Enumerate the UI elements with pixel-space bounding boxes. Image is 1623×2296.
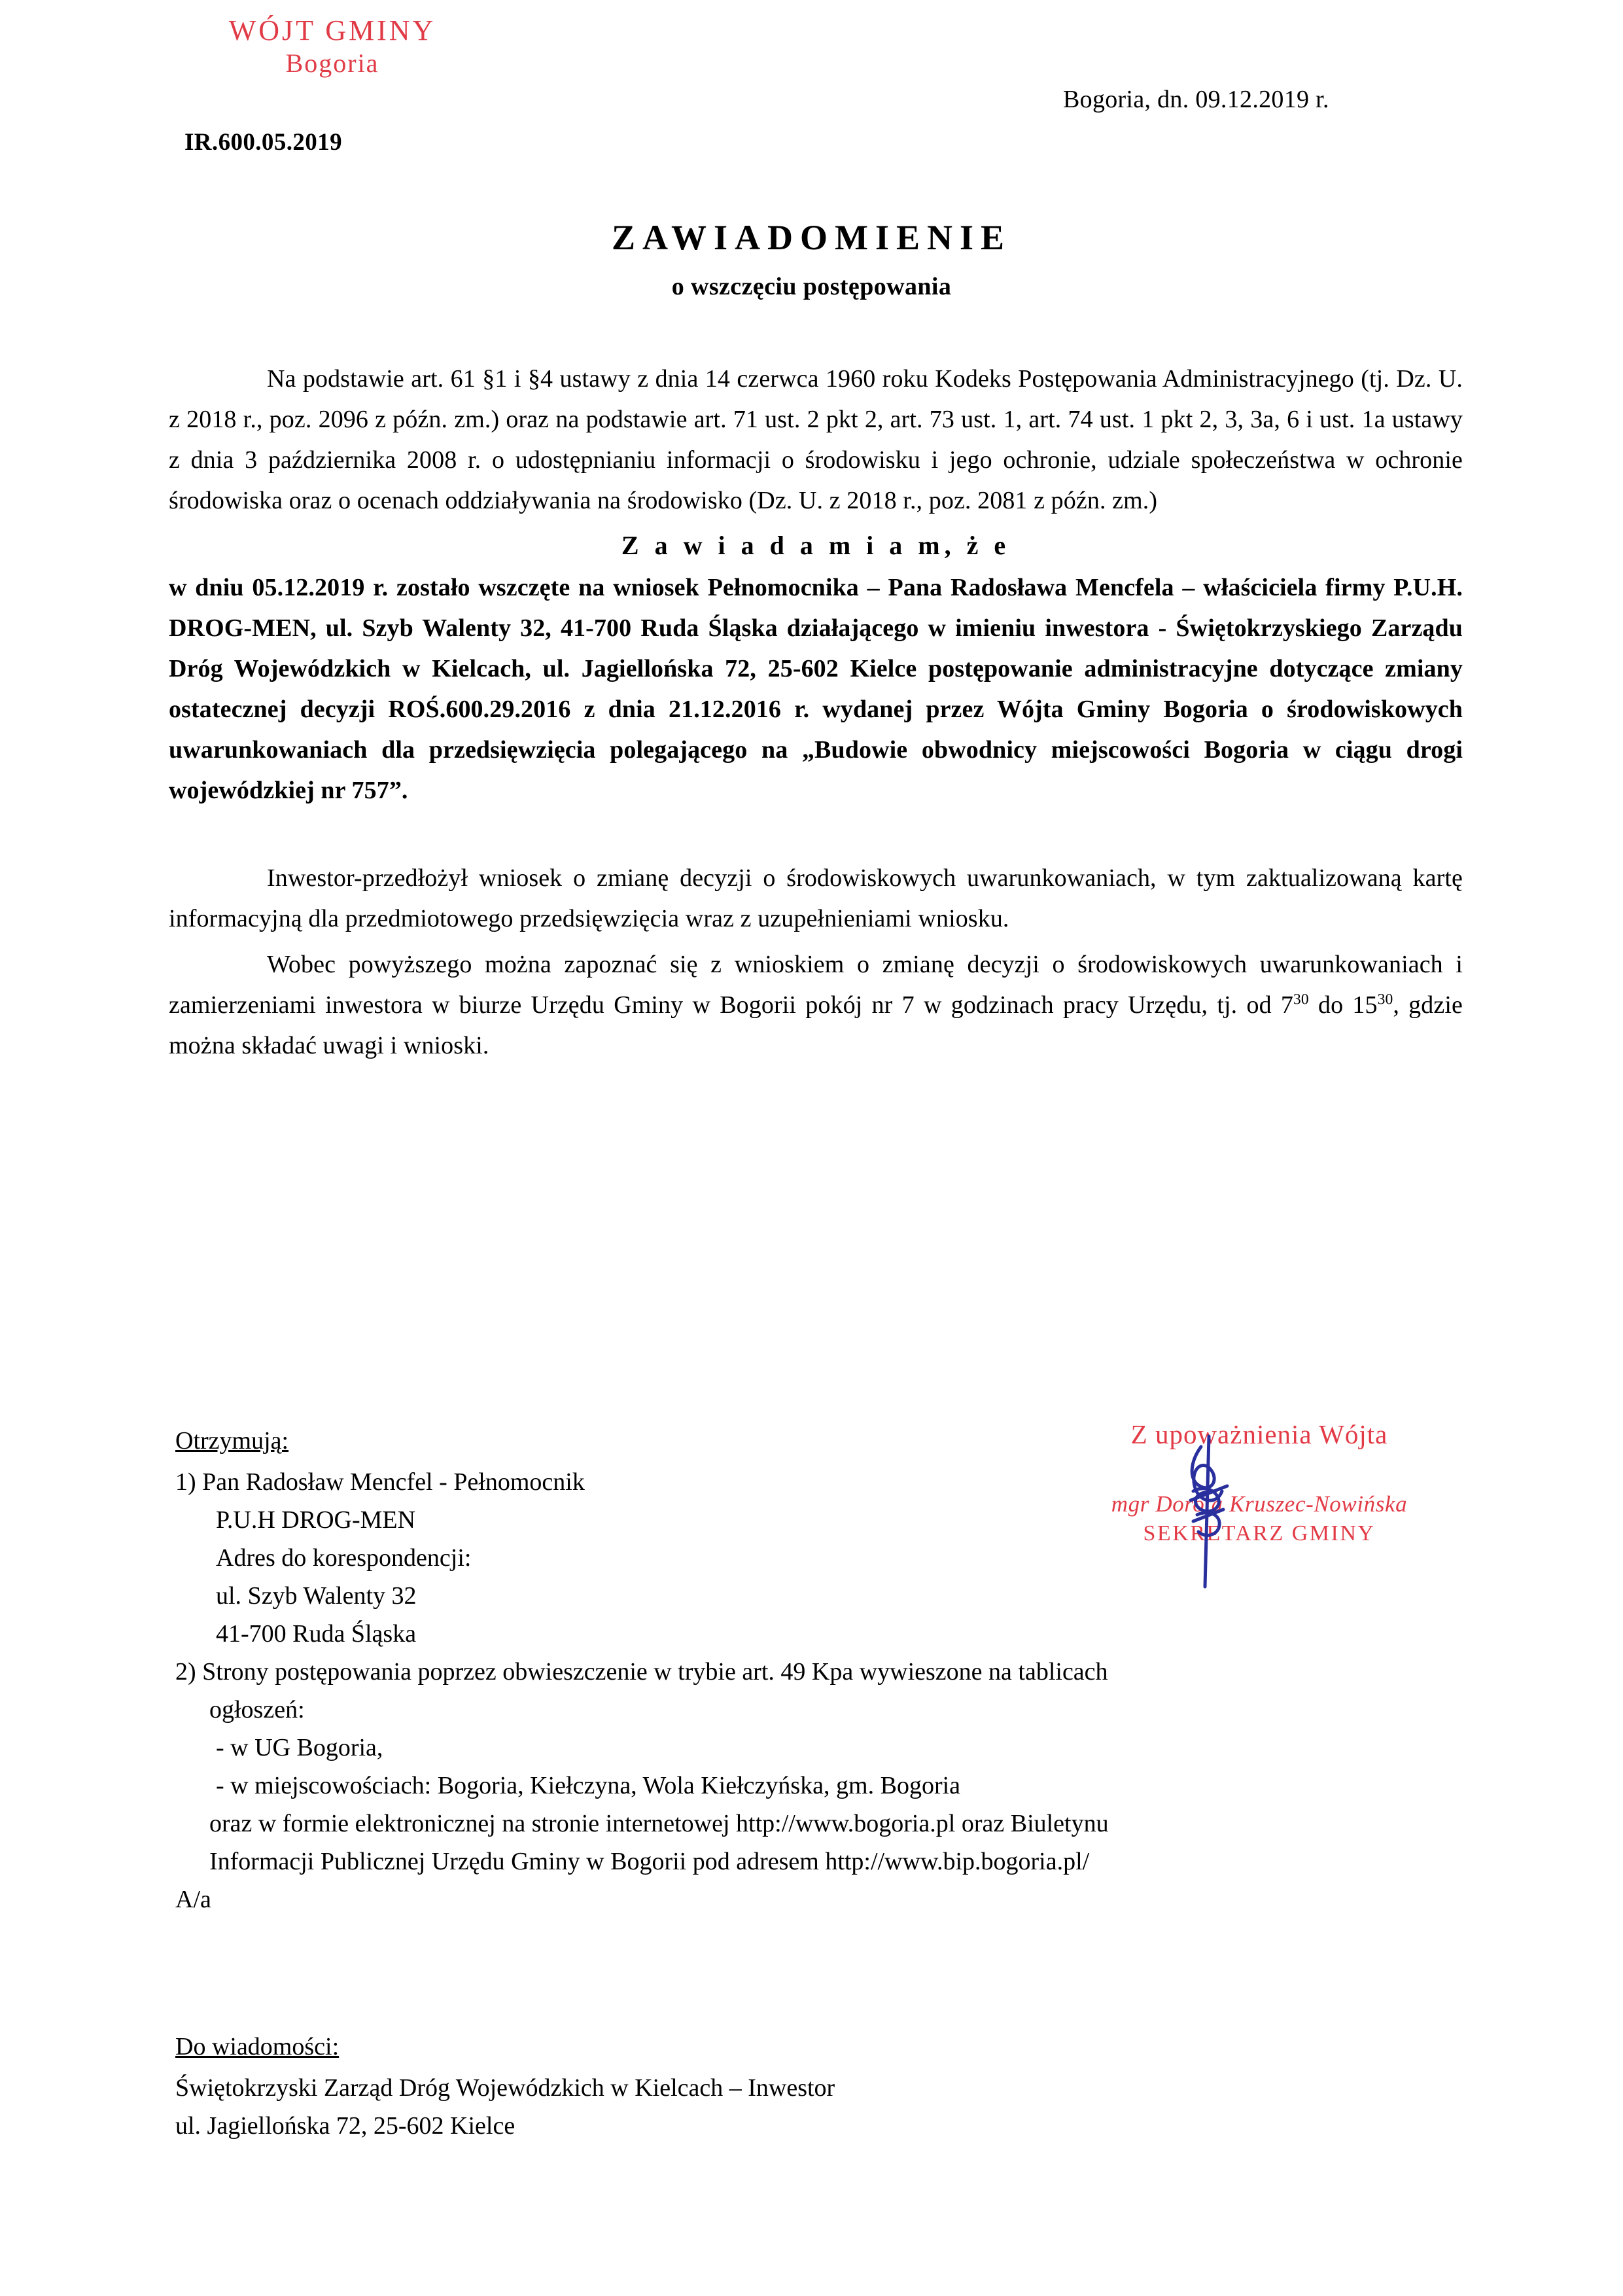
title-block [0,217,1623,301]
copy-to-section [175,2032,1457,2145]
recipients-heading: Otrzymują: [175,1427,289,1455]
document-header [0,0,1623,196]
recipient-2-line-3: oraz w formie elektronicznej na stronie internetowej http://www.bogoria.pl oraz Biuletynu [209,1810,1109,1837]
office-stamp-line-1: WÓJT GMINY [228,14,436,46]
copy-to-line-2: ul. Jagiellońska 72, 25-602 Kielce [175,2112,515,2140]
file-access-text-part-3: , gdzie można składać uwagi i wnioski. [169,991,1463,1059]
reference-number: IR.600.05.2019 [184,129,342,156]
copy-to-line-1: Świętokrzyski Zarząd Dróg Wojewódzkich w Kielcach – Inwestor [175,2074,835,2102]
signature-name: mgr Dorota Kruszec-Nowińska [1111,1491,1408,1517]
copy-to-heading: Do wiadomości: [175,2033,340,2060]
spacer [169,811,1463,858]
recipient-2-bullet-1: - w UG Bogoria, [216,1734,383,1761]
opening-hour-superscript: 30 [1293,991,1309,1008]
paragraph-legal-basis: Na podstawie art. 61 §1 i §4 ustawy z dnia 14 czerwca 1960 roku Kodeks Postępowania Administracyjnego (tj. Dz. U. z 2018 r., poz. 2096 z późn. zm.) oraz na podstawie art. 71 ust. 2 pkt 2, art. 73 ust. 1, art. 74 ust. 1 pkt 2, 3, 3a, 6 i ust. 1a ustawy z dnia 3 października 2008 r. o udostępnianiu informacji o środowisku i jego ochronie, udziale społeczeństwa w ochronie środowiska oraz o ocenach oddziaływania na środowisko (Dz. U. z 2018 r., poz. 2081 z późn. zm.) [169,365,1463,514]
recipient-1-city: 41-700 Ruda Śląska [216,1620,417,1648]
signature-role: SEKRETARZ GMINY [1143,1521,1376,1545]
declaration-heading: Z a w i a d a m i a m, ż e [621,531,1011,560]
paragraph-file-access [169,944,1463,1066]
document-body [169,359,1463,1066]
recipient-1-street: ul. Szyb Walenty 32 [216,1582,417,1610]
page-title: ZAWIADOMIENIE [611,218,1012,257]
closing-hour-superscript: 30 [1377,991,1393,1008]
place-and-date: Bogoria, dn. 09.12.2019 r. [1063,86,1329,113]
recipients-heading-wrap [175,1426,1457,1463]
file-access-text-part-2: do 15 [1308,991,1378,1019]
paragraph-main-statement: w dniu 05.12.2019 r. zostało wszczęte na wniosek Pełnomocnika – Pana Radosława Mencfela – właściciela firmy P.U.H. DROG-MEN, ul. Szyb Walenty 32, 41-700 Ruda Śląska działającego w imieniu inwestora - Świętokrzyskiego Zarządu Dróg Wojewódzkich w Kielcach, ul. Jagiellońska 72, 25-602 Kielce postępowanie administracyjne dotyczące zmiany ostatecznej decyzji ROŚ.600.29.2016 z dnia 21.12.2016 r. wydanej przez Wójta Gminy Bogoria o środowiskowych uwarunkowaniach dla przedsięwzięcia polegającego na „Budowie obwodnicy miejscowości Bogoria w ciągu drogi wojewódzkiej nr 757”. [169,574,1463,804]
office-stamp-line-2: Bogoria [285,48,379,79]
recipients-section [175,1426,1457,1918]
page-subtitle: o wszczęciu postępowania [671,273,952,300]
recipient-2-line-2: ogłoszeń: [209,1696,305,1723]
recipient-2-line-4: Informacji Publicznej Urzędu Gminy w Bogorii pod adresem http://www.bip.bogoria.pl/ [209,1848,1090,1875]
file-access-text-part-1: Wobec powyższego można zapoznać się z wnioskiem o zmianę decyzji o środowiskowych uwarunkowaniach i zamierzeniami inwestora w biurze Urzędu Gminy w Bogorii pokój nr 7 w godzinach pracy Urzędu, tj. od 7 [169,951,1463,1019]
paragraph-investor-application: Inwestor-przedłożył wniosek o zmianę decyzji o środowiskowych uwarunkowaniach, w tym zaktualizowaną kartę informacyjną dla przedmiotowego przedsięwzięcia wraz z uzupełnieniami wniosku. [169,864,1463,932]
recipient-2-bullet-2: - w miejscowościach: Bogoria, Kiełczyna, Wola Kiełczyńska, gm. Bogoria [216,1772,961,1799]
recipient-2-line-1: 2) Strony postępowania poprzez obwieszczenie w trybie art. 49 Kpa wywieszone na tablicach [175,1658,1108,1686]
archive-mark: A/a [175,1886,211,1913]
copy-to-heading-wrap [175,2032,1457,2069]
office-stamp [162,14,502,79]
spacer [169,939,1463,944]
recipient-1-company: P.U.H DROG-MEN [216,1506,416,1534]
recipient-1-address-label: Adres do korespondencji: [216,1544,472,1572]
recipient-1-name: 1) Pan Radosław Mencfel - Pełnomocnik [175,1468,585,1496]
signature-authorization-line: Z upoważnienia Wójta [1130,1419,1388,1449]
